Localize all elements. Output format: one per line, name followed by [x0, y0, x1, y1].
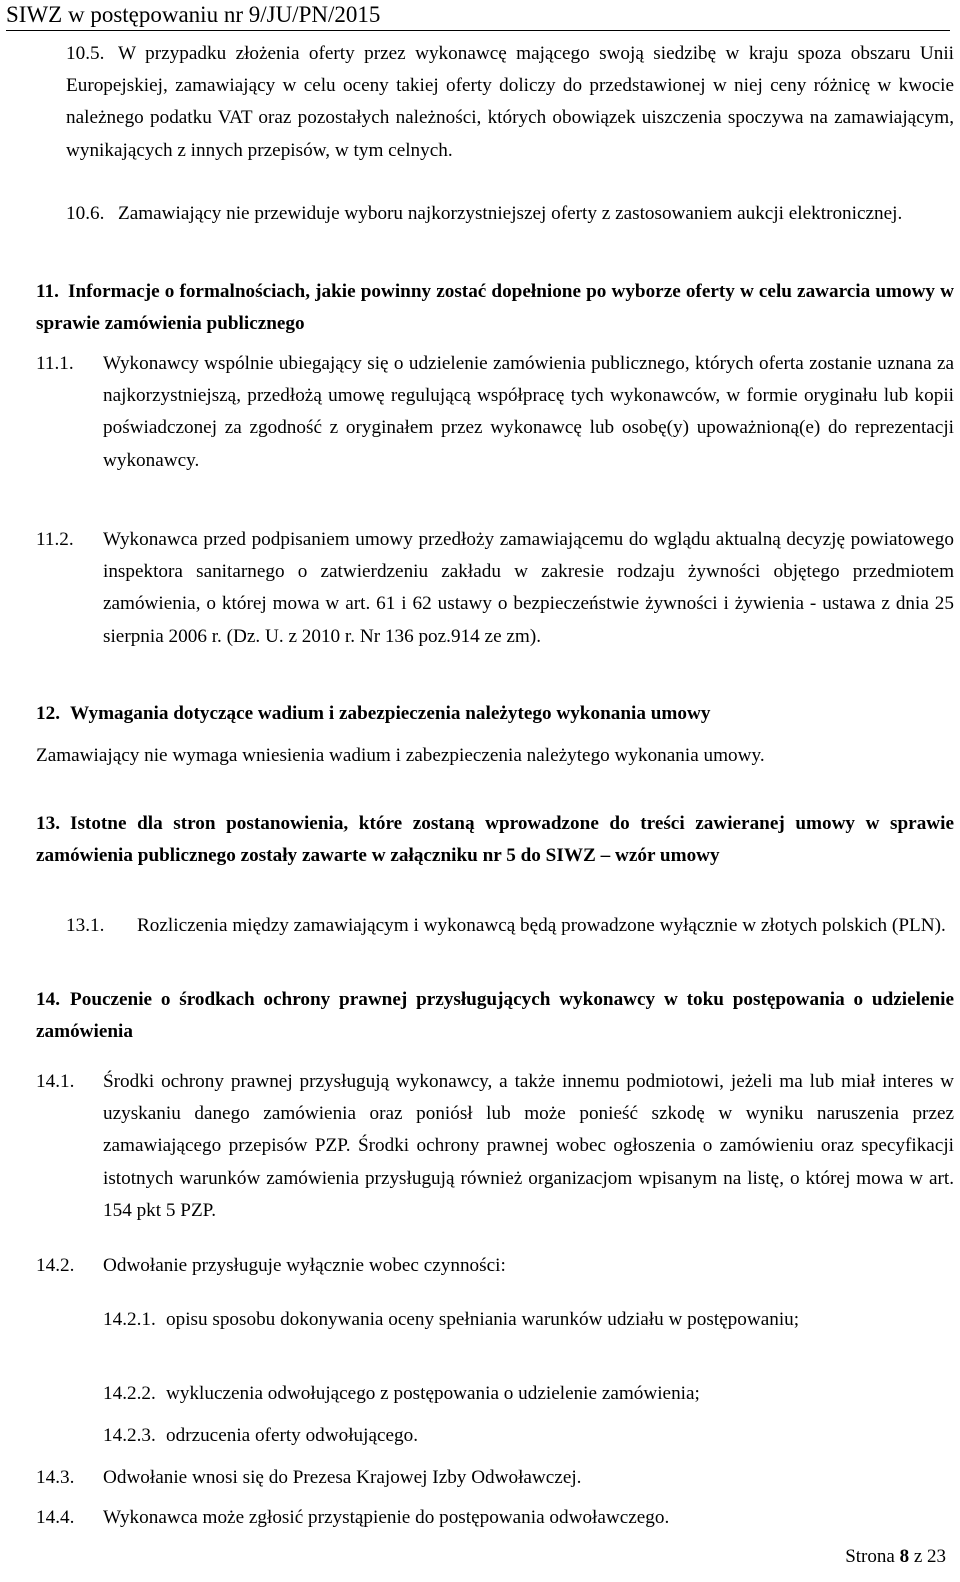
footer-separator: z [913, 1546, 923, 1567]
footer-prefix: Strona [845, 1546, 895, 1567]
section-number: 14.2. [36, 1255, 75, 1276]
section-number: 11.2. [36, 529, 74, 550]
paragraph-14-1: Środki ochrony prawnej przysługują wykonawcy, a także innemu podmiotowi, jeżeli ma lub miał interes w uzyskaniu danego zamówienia oraz poniósł lub może ponieść szkodę w wyniku naruszenia przez zamawiającego przepisów PZP. Środki ochrony prawnej wobec ogłoszenia o zamówieniu oraz specyfikacji istotnych warunków zamówienia przysługują również organizacjom wpisanym na listę, o której mowa w art. 154 pkt 5 PZP. [103, 1071, 954, 1221]
paragraph-14-4: Wykonawca może zgłosić przystąpienie do postępowania odwoławczego. [103, 1507, 670, 1528]
paragraph-10-5: W przypadku złożenia oferty przez wykonawcę mającego swoją siedzibę w kraju spoza obszaru Unii Europejskiej, zamawiający w celu oceny takiej oferty doliczy do przedstawionej w niej ceny różnicę w kwocie należnego podatku VAT oraz pozostałych należności, których obowiązek uiszczenia spoczywa na zamawiającym, wynikających z innych przepisów, w tym celnych. [66, 43, 954, 161]
section-number: 11.1. [36, 353, 74, 374]
header-rule [6, 30, 950, 31]
section-number: 14.3. [36, 1467, 75, 1488]
paragraph-14-2: Odwołanie przysługuje wyłącznie wobec czynności: [103, 1255, 506, 1276]
paragraph-12: Zamawiający nie wymaga wniesienia wadium i zabezpieczenia należytego wykonania umowy. [36, 745, 765, 766]
section-number: 14.2.1. [103, 1309, 156, 1330]
heading-14: Pouczenie o środkach ochrony prawnej przysługujących wykonawcy w toku postępowania o udzielenie zamówienia [36, 989, 954, 1043]
section-number: 13.1. [66, 915, 105, 936]
heading-12: Wymagania dotyczące wadium i zabezpieczenia należytego wykonania umowy [70, 703, 711, 724]
page-header: SIWZ w postępowaniu nr 9/JU/PN/2015 [6, 2, 381, 27]
paragraph-13-1: Rozliczenia między zamawiającym i wykonawcą będą prowadzone wyłącznie w złotych polskich (PLN). [137, 915, 946, 936]
paragraph-14-2-3: odrzucenia oferty odwołującego. [166, 1425, 418, 1446]
section-number: 11. [36, 281, 59, 302]
section-number: 14.2.3. [103, 1425, 156, 1446]
section-number: 13. [36, 813, 60, 834]
page-footer [845, 1546, 946, 1568]
paragraph-11-2: Wykonawca przed podpisaniem umowy przedłoży zamawiającemu do wglądu aktualną decyzję powiatowego inspektora sanitarnego o zatwierdzeniu zakładu w zakresie rodzaju żywności objętego przedmiotem zamówienia, o której mowa w art. 61 i 62 ustawy o bezpieczeństwie żywności i żywienia - ustawa z dnia 25 sierpnia 2006 r. (Dz. U. z 2010 r. Nr 136 poz.914 ze zm). [103, 529, 954, 647]
section-number: 10.5. [66, 43, 105, 64]
section-number: 14.4. [36, 1507, 75, 1528]
footer-total-pages: 23 [927, 1546, 946, 1567]
section-number: 10.6. [66, 203, 105, 224]
section-number: 14.2.2. [103, 1383, 156, 1404]
footer-page-number: 8 [899, 1546, 910, 1567]
paragraph-14-2-2: wykluczenia odwołującego z postępowania o udzielenie zamówienia; [166, 1383, 700, 1404]
section-number: 14. [36, 989, 60, 1010]
paragraph-14-3: Odwołanie wnosi się do Prezesa Krajowej Izby Odwoławczej. [103, 1467, 582, 1488]
heading-13: Istotne dla stron postanowienia, które zostaną wprowadzone do treści zawieranej umowy w sprawie zamówienia publicznego zostały zawarte w załączniku nr 5 do SIWZ – wzór umowy [36, 813, 954, 867]
paragraph-11-1: Wykonawcy wspólnie ubiegający się o udzielenie zamówienia publicznego, których oferta zostanie uznana za najkorzystniejszą, przedłożą umowę regulującą współpracę tych wykonawców, w formie oryginału lub kopii poświadczonej za zgodność z oryginałem przez wykonawcę lub osobę(y) upoważnioną(e) do reprezentacji wykonawcy. [103, 353, 954, 471]
paragraph-10-6: Zamawiający nie przewiduje wyboru najkorzystniejszej oferty z zastosowaniem aukcji elektronicznej. [118, 203, 903, 224]
section-number: 14.1. [36, 1071, 75, 1092]
heading-11: Informacje o formalnościach, jakie powinny zostać dopełnione po wyborze oferty w celu zawarcia umowy w sprawie zamówienia publicznego [36, 281, 954, 335]
section-number: 12. [36, 703, 60, 724]
paragraph-14-2-1: opisu sposobu dokonywania oceny spełniania warunków udziału w postępowaniu; [166, 1309, 800, 1330]
